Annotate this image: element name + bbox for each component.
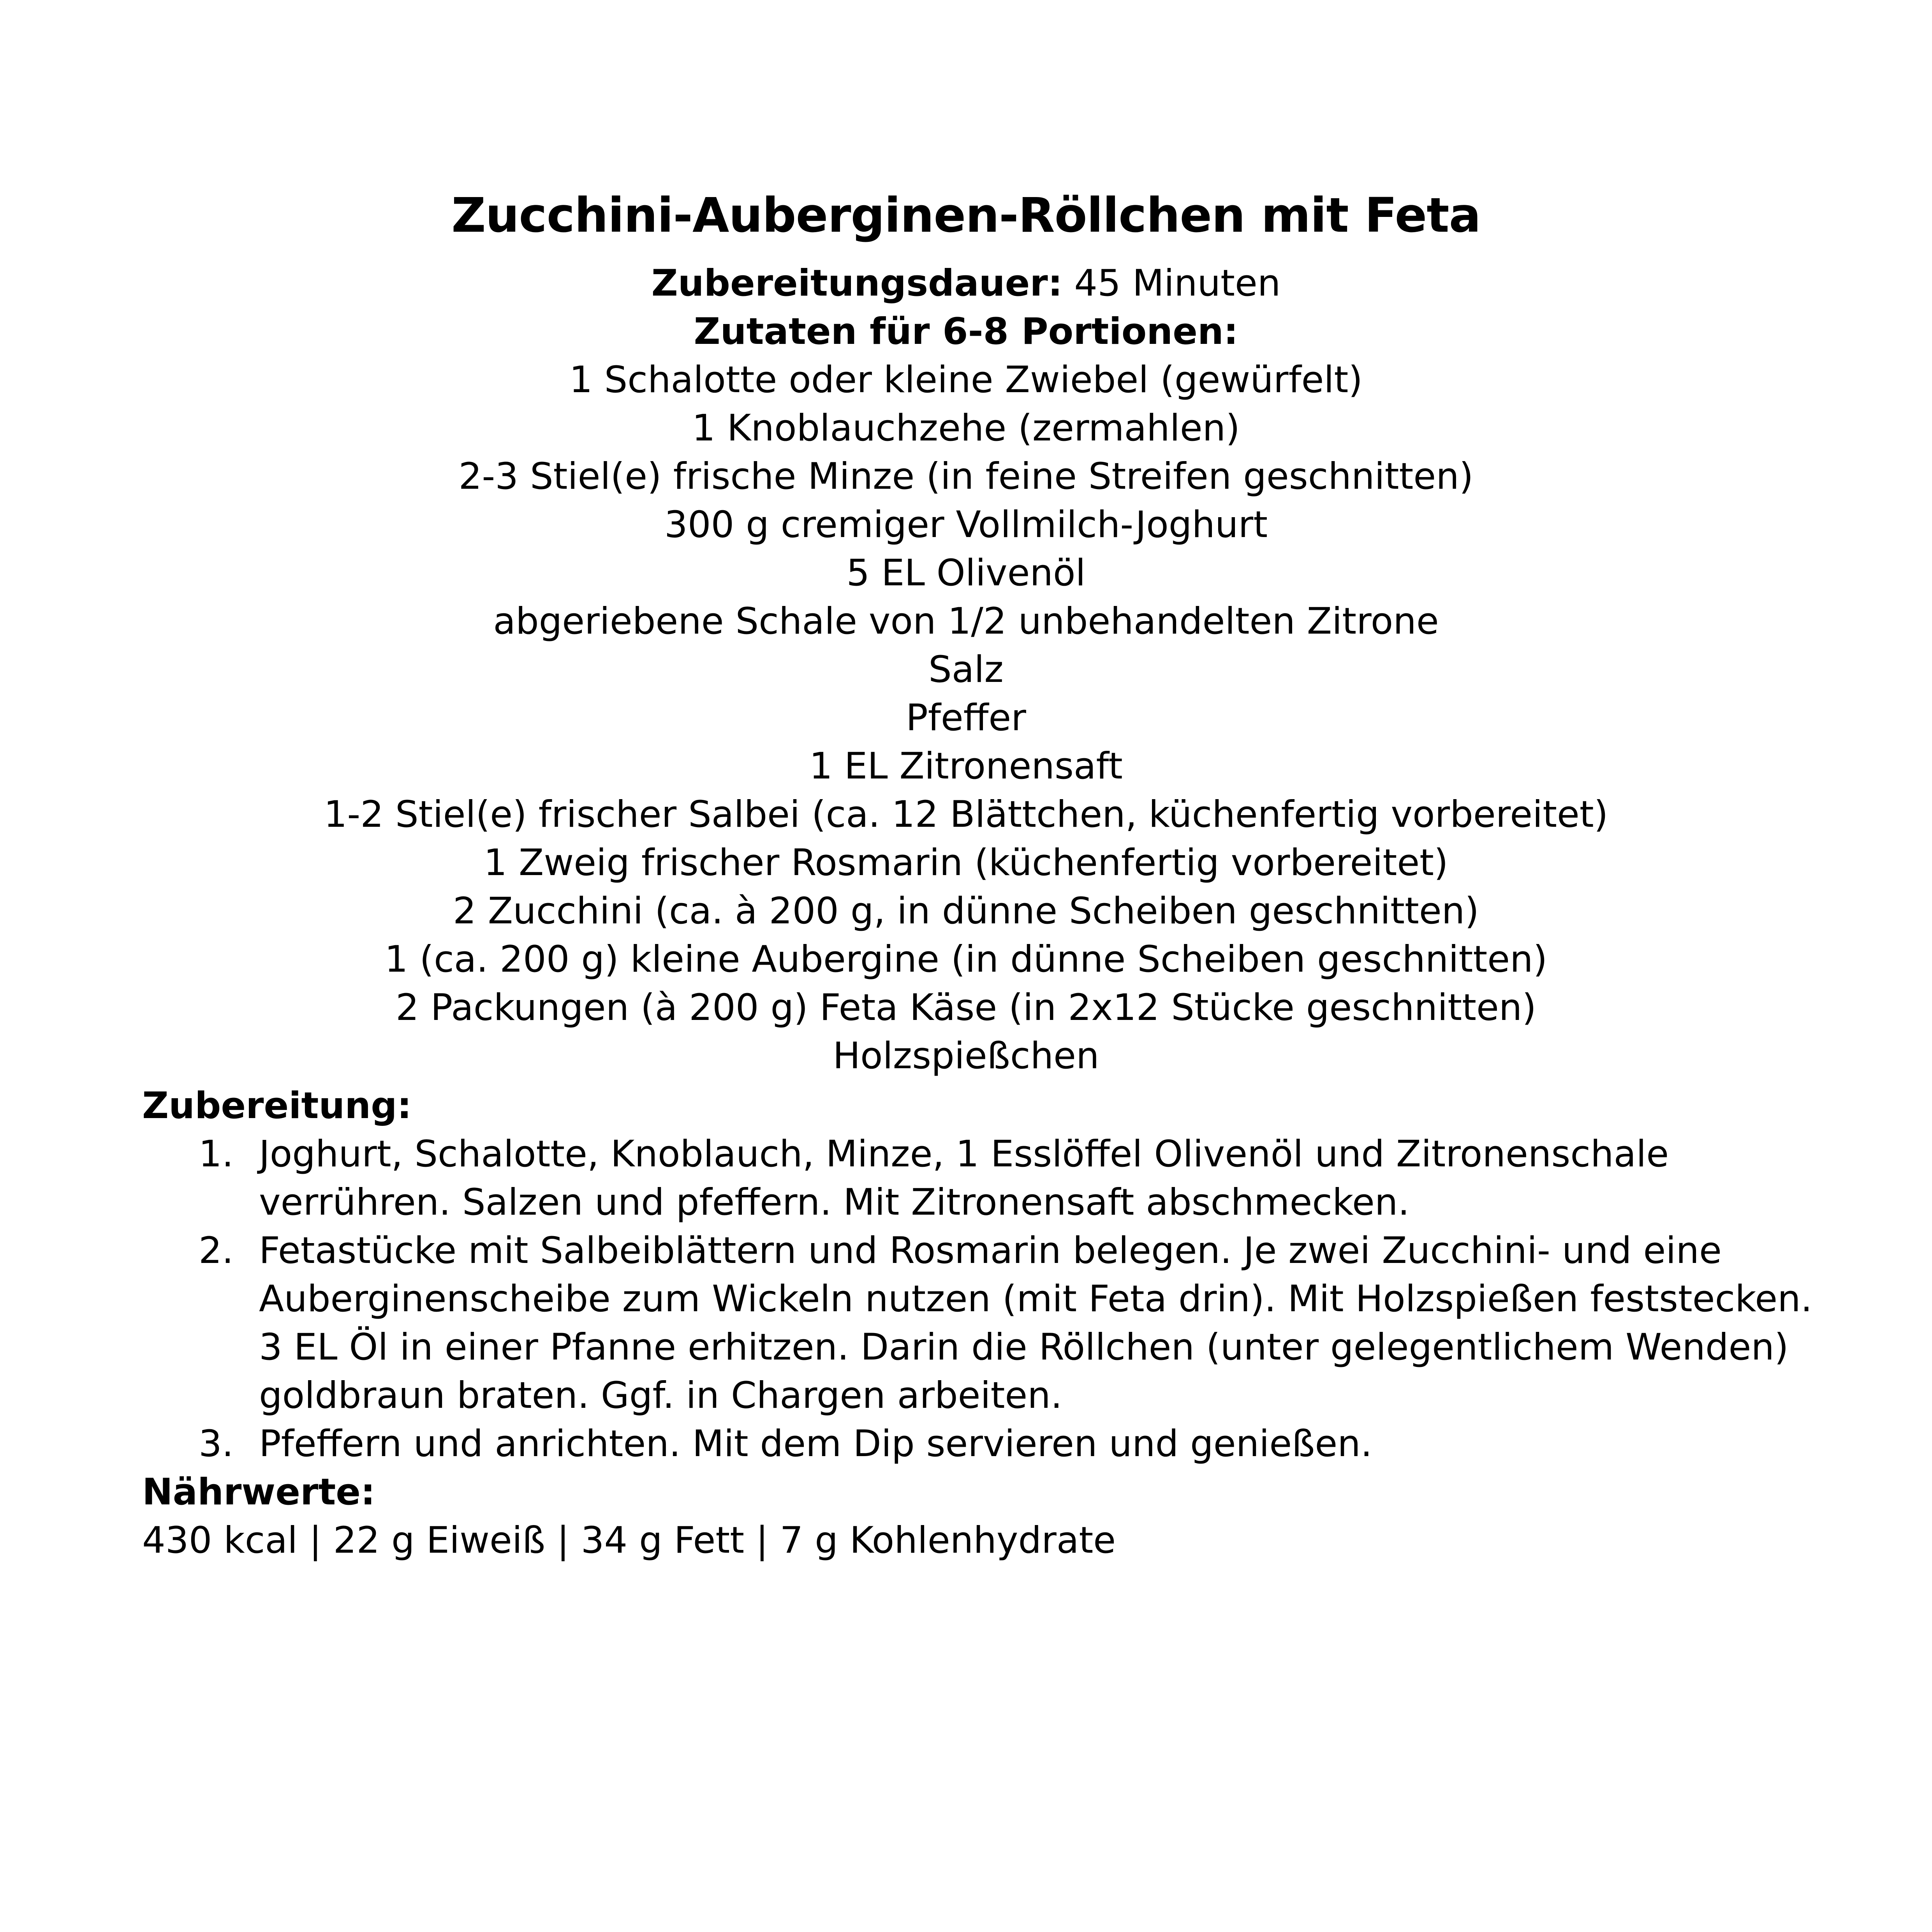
ingredient-item: 1 Zweig frischer Rosmarin (küchenfertig vorbereitet) bbox=[484, 842, 1448, 884]
nutrition-heading: Nährwerte: bbox=[142, 1471, 375, 1513]
step-number: 1. bbox=[199, 1133, 234, 1175]
step-text: Fetastücke mit Salbeiblättern und Rosmarin belegen. Je zwei Zucchini- und eine Auberginenscheibe zum Wickeln nutzen (mit Feta drin). Mit Holzspießen feststecken. 3 EL Öl in einer Pfanne erhitzen. Darin die Röllchen (unter gelegentlichem Wenden) goldbraun braten. Ggf. in Chargen arbeiten. bbox=[259, 1229, 1812, 1417]
prep-time-label: Zubereitungsdauer: bbox=[651, 262, 1063, 305]
ingredient-item: 1 Knoblauchzehe (zermahlen) bbox=[692, 407, 1240, 449]
preparation-heading: Zubereitung: bbox=[142, 1085, 412, 1127]
recipe-header-block bbox=[0, 259, 1932, 1080]
ingredient-item: 1-2 Stiel(e) frischer Salbei (ca. 12 Blättchen, küchenfertig vorbereitet) bbox=[324, 793, 1608, 836]
nutrition-values: 430 kcal | 22 g Eiweiß | 34 g Fett | 7 g Kohlenhydrate bbox=[142, 1519, 1116, 1562]
ingredient-item: 300 g cremiger Vollmilch-Joghurt bbox=[664, 504, 1268, 546]
prep-time-line bbox=[0, 259, 1932, 308]
ingredient-item: 2 Packungen (à 200 g) Feta Käse (in 2x12 Stücke geschnitten) bbox=[395, 986, 1537, 1029]
ingredient-item: Pfeffer bbox=[906, 697, 1026, 739]
step-text: Pfeffern und anrichten. Mit dem Dip servieren und genießen. bbox=[259, 1423, 1372, 1465]
recipe-body-block bbox=[142, 1082, 1817, 1565]
ingredient-item: 1 EL Zitronensaft bbox=[809, 745, 1123, 787]
ingredients-list bbox=[0, 356, 1932, 1080]
ingredient-item: 2-3 Stiel(e) frische Minze (in feine Streifen geschnitten) bbox=[458, 455, 1474, 498]
ingredient-item: 1 Schalotte oder kleine Zwiebel (gewürfelt) bbox=[569, 359, 1363, 401]
ingredients-heading: Zutaten für 6-8 Portionen: bbox=[694, 310, 1238, 353]
ingredient-item: Salz bbox=[928, 648, 1004, 691]
preparation-step bbox=[142, 1130, 1828, 1227]
preparation-step bbox=[142, 1227, 1828, 1420]
step-number: 3. bbox=[199, 1423, 234, 1465]
step-text: Joghurt, Schalotte, Knoblauch, Minze, 1 Esslöffel Olivenöl und Zitronenschale verrühren. Salzen und pfeffern. Mit Zitronensaft abschmecken. bbox=[259, 1133, 1669, 1224]
prep-time-value: 45 Minuten bbox=[1062, 262, 1281, 305]
preparation-step bbox=[142, 1420, 1828, 1468]
step-number: 2. bbox=[199, 1229, 234, 1272]
ingredient-item: abgeriebene Schale von 1/2 unbehandelten Zitrone bbox=[493, 600, 1439, 643]
ingredient-item: 5 EL Olivenöl bbox=[846, 552, 1086, 594]
recipe-title: Zucchini-Auberginen-Röllchen mit Feta bbox=[451, 188, 1481, 243]
preparation-steps bbox=[142, 1130, 1817, 1468]
ingredient-item: 2 Zucchini (ca. à 200 g, in dünne Scheiben geschnitten) bbox=[453, 890, 1479, 932]
ingredient-item: Holzspießchen bbox=[833, 1035, 1099, 1077]
ingredient-item: 1 (ca. 200 g) kleine Aubergine (in dünne Scheiben geschnitten) bbox=[384, 938, 1548, 981]
